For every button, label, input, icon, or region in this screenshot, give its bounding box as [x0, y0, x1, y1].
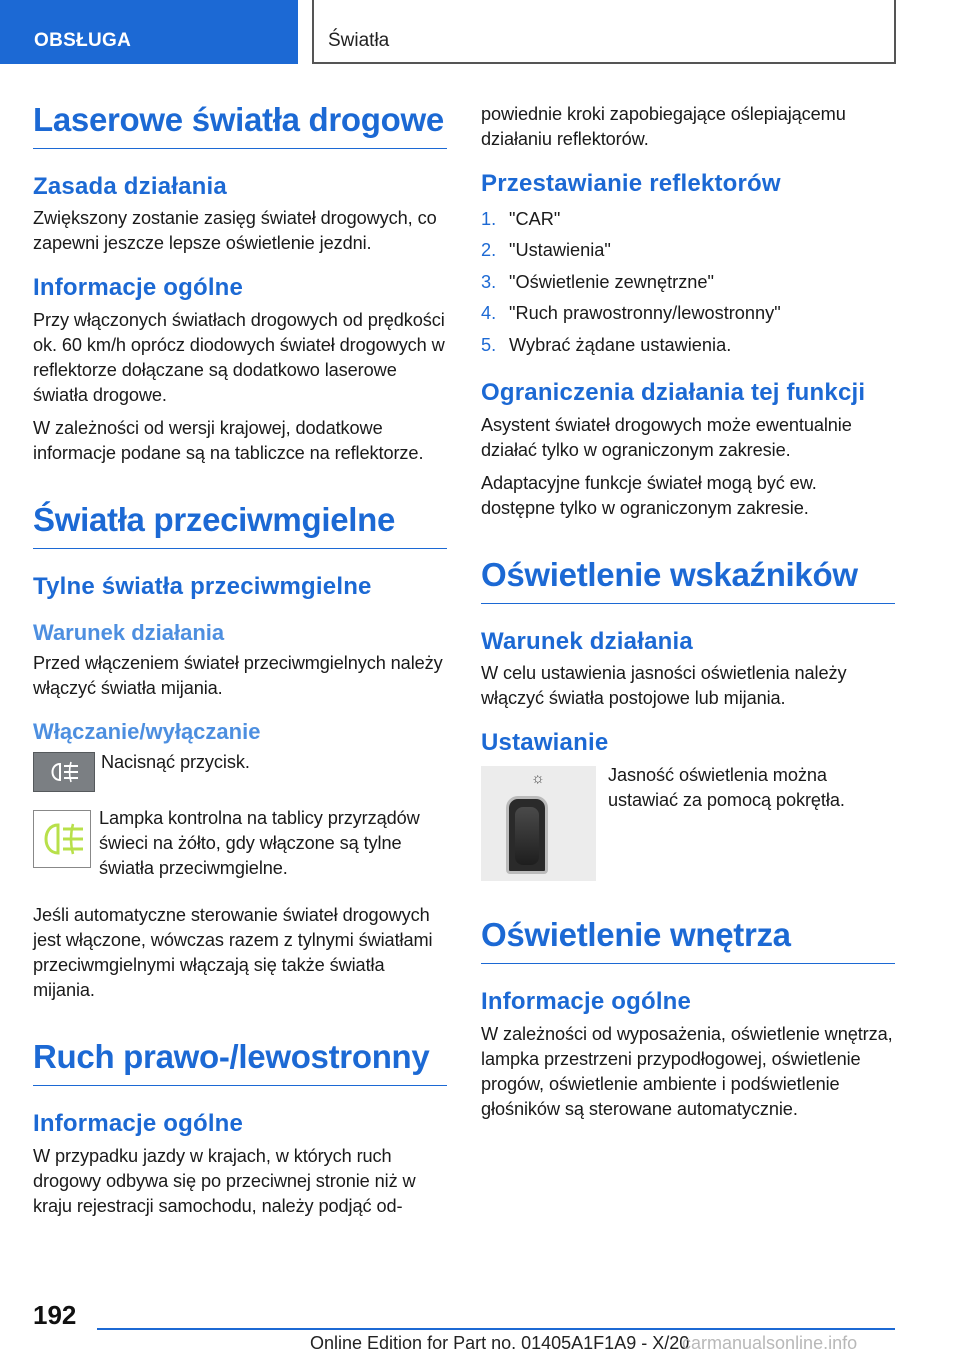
press-button-row	[33, 750, 447, 792]
text-limitations-1: Asystent świateł drogowych może ewentualnie działać tylko w ograniczonym zakresie.	[481, 415, 852, 461]
watermark: carmanualsonline.info	[682, 1333, 858, 1353]
text-interior-lighting: W zależności od wyposażenia, oświetlenie wnętrza, lampka przestrzeni przypodłogowej, oświetlenie progów, oświetlenie ambiente i podświetlenie głośników są sterowane automatycznie.	[481, 1023, 893, 1119]
rear-fog-indicator-icon	[33, 810, 91, 868]
list-item: 1. "CAR"	[481, 208, 561, 229]
heading-general-info-3: Informacje ogólne	[481, 987, 692, 1015]
brightness-dial-icon	[481, 766, 596, 881]
heading-instrument-lighting: Oświetlenie wskaźników	[481, 555, 895, 604]
text-general-info-2: W zależności od wersji krajowej, dodatkowe informacje podane są na tabliczce na reflektorze.	[33, 418, 424, 464]
chapter-tab: Światła	[312, 0, 896, 64]
heading-condition: Warunek działania	[481, 627, 693, 655]
list-item: 4. "Ruch prawostronny/lewostronny"	[481, 303, 781, 324]
page-number: 192	[33, 1300, 77, 1330]
text-setting: Jasność oświetlenia można ustawiać za pomocą pokrętła.	[608, 765, 845, 811]
steps-list	[481, 204, 895, 362]
heading-on-off: Włączanie/wyłączanie	[33, 718, 261, 744]
heading-general-info: Informacje ogólne	[33, 274, 244, 302]
dial-row	[481, 763, 895, 881]
list-item: 3. "Oświetlenie zewnętrzne"	[481, 271, 714, 292]
page-header	[0, 0, 960, 66]
text-continued: powiednie kroki zapobiegające oślepiającemu działaniu reflektorów.	[481, 104, 846, 149]
heading-traffic-side: Ruch prawo-/lewostronny	[33, 1037, 447, 1086]
text-operating-condition: Przed włączeniem świateł przeciwmgielnych należy włączyć światła mijania.	[33, 652, 443, 698]
heading-setting: Ustawianie	[481, 729, 609, 757]
heading-limitations: Ograniczenia działania tej funkcji	[481, 379, 866, 407]
text-limitations-2: Adaptacyjne funkcje świateł mogą być ew. dostępne tylko w ograniczonym zakresie.	[481, 473, 817, 519]
heading-operating-condition: Warunek działania	[33, 619, 225, 645]
list-item: 2. "Ustawienia"	[481, 240, 611, 261]
rear-fog-light-button-icon	[33, 752, 95, 792]
heading-interior-lighting: Oświetlenie wnętrza	[481, 915, 895, 964]
dial-knob	[506, 796, 548, 874]
text-condition: W celu ustawienia jasności oświetlenia należy włączyć światła postojowe lub mijania.	[481, 663, 847, 709]
left-column	[33, 100, 447, 1227]
list-item: 5. Wybrać żądane ustawienia.	[481, 334, 732, 355]
heading-principle: Zasada działania	[33, 172, 227, 200]
indicator-row	[33, 806, 447, 889]
text-press-button: Nacisnąć przycisk.	[101, 752, 250, 773]
footer-divider	[97, 1328, 895, 1330]
dial-symbol-icon: ☼	[531, 770, 545, 788]
edition-text: Online Edition for Part no. 01405A1F1A9 - X/20	[310, 1333, 690, 1353]
heading-rear-fog-lights: Tylne światła przeciwmgielne	[33, 572, 372, 600]
text-indicator-lamp: Lampka kontrolna na tablicy przyrządów świeci na żółto, gdy włączone są tylne światła przeciwmgielne.	[99, 808, 420, 879]
text-traffic-side: W przypadku jazdy w krajach, w których ruch drogowy odbywa się po przeciwnej stronie niż w kraju rejestracji samochodu, należy podjąć od-	[33, 1145, 416, 1216]
right-column	[481, 102, 895, 1130]
heading-laser-high-beam: Laserowe światła drogowe	[33, 100, 447, 149]
section-tab: OBSŁUGA	[0, 0, 298, 64]
heading-general-info-2: Informacje ogólne	[33, 1109, 244, 1137]
heading-fog-lights: Światła przeciwmgielne	[33, 500, 447, 549]
text-auto-control: Jeśli automatyczne sterowanie świateł drogowych jest włączone, wówczas razem z tylnymi światłami przeciwmgielnymi włączają się także światła mijania.	[33, 905, 433, 1001]
text-general-info-1: Przy włączonych światłach drogowych od prędkości ok. 60 km/h oprócz diodowych świateł drogowych w reflektorze dołączane są dodatkowo laserowe światła drogowe.	[33, 310, 445, 406]
heading-headlight-adjust: Przestawianie reflektorów	[481, 170, 781, 197]
text-principle: Zwiększony zostanie zasięg świateł drogowych, co zapewni jeszcze lepsze oświetlenie jezdni.	[33, 208, 437, 254]
